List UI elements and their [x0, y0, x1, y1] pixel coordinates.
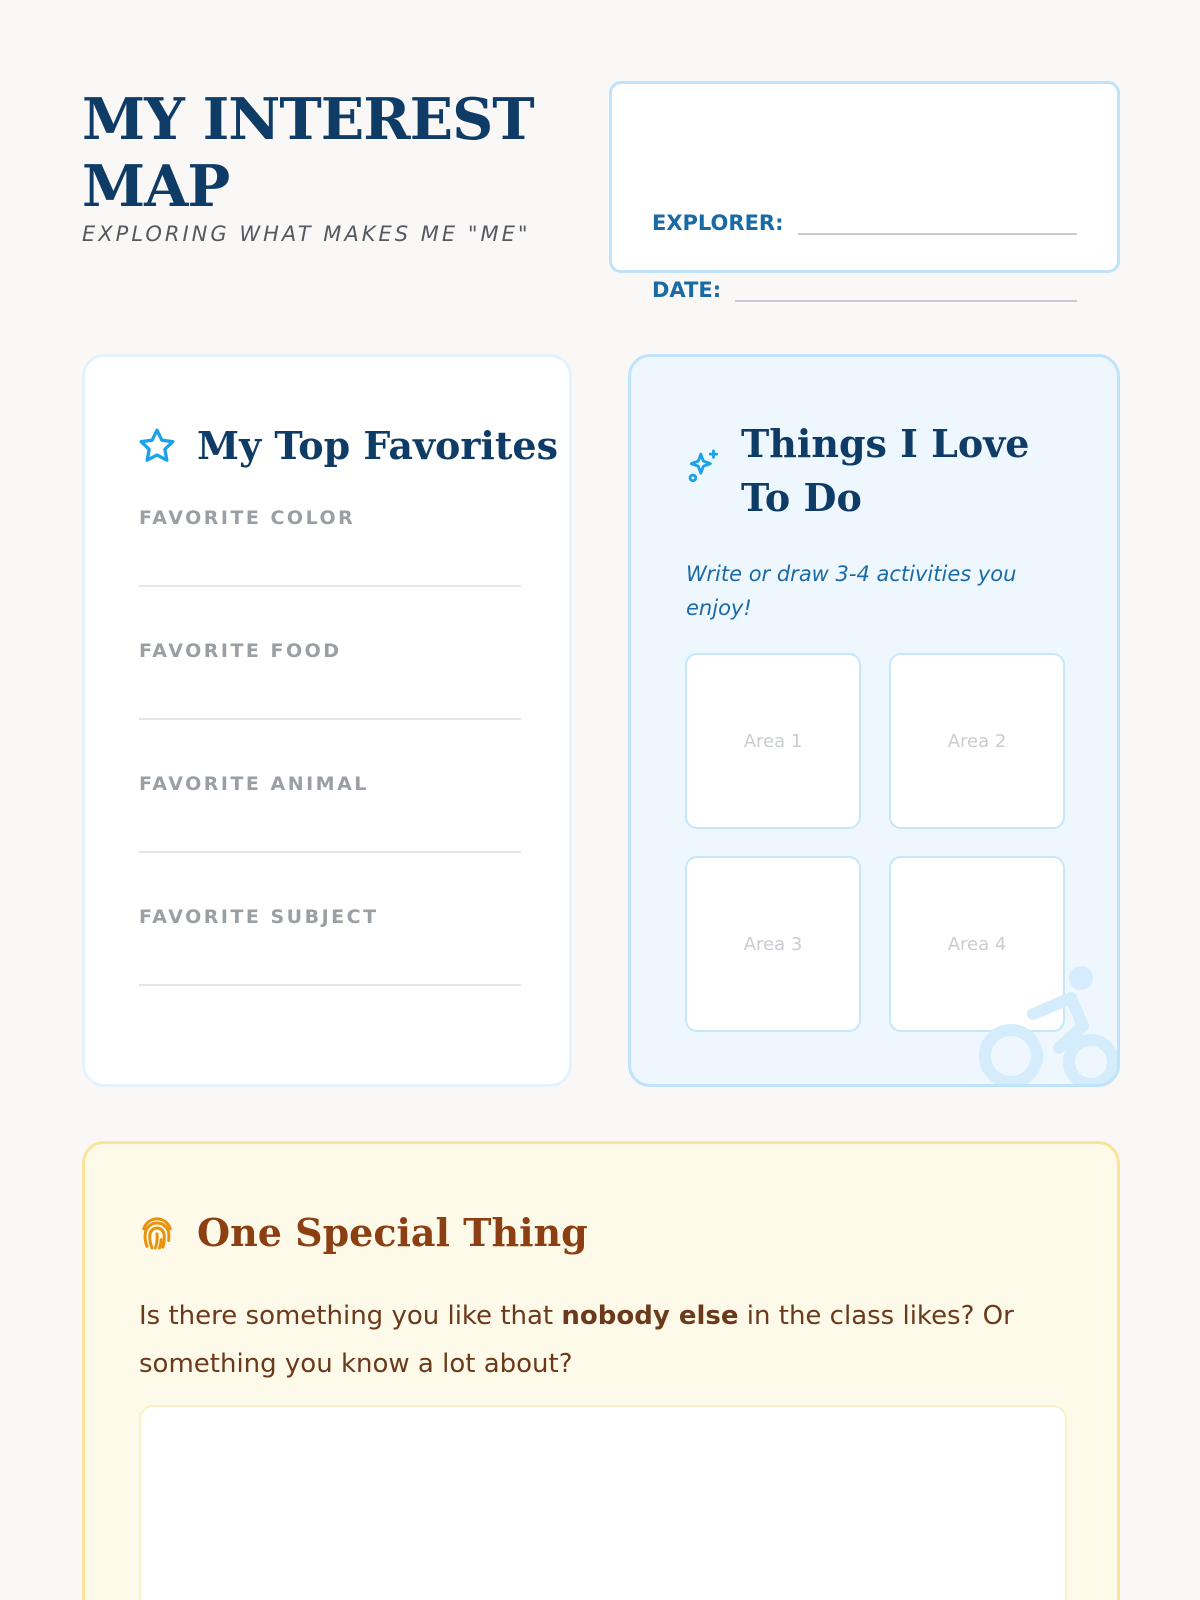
page-subtitle: EXPLORING WHAT MAKES ME "ME": [82, 222, 531, 246]
explorer-label: EXPLORER:: [652, 211, 784, 235]
special-thing-header: [137, 1206, 588, 1260]
prompt-text-end: in the class likes? Or something you know a lot about?: [139, 1301, 1014, 1379]
favorite-food-line: [139, 718, 521, 720]
sparkles-icon: [685, 447, 723, 485]
special-thing-answer-box[interactable]: [139, 1405, 1067, 1600]
activities-title: Things I Love To Do: [741, 421, 1030, 520]
special-thing-card: [82, 1141, 1120, 1600]
favorites-header: [137, 419, 558, 473]
activity-area-1[interactable]: Area 1: [685, 653, 861, 829]
activities-instruction: Write or draw 3-4 activities you enjoy!: [686, 562, 1017, 620]
favorites-title: My Top Favorites: [197, 423, 558, 468]
date-row: [652, 278, 1077, 302]
explorer-row: [652, 211, 1077, 235]
activity-area-3[interactable]: Area 3: [685, 856, 861, 1032]
bicycle-icon: [973, 964, 1120, 1087]
special-thing-prompt: [139, 1292, 1069, 1388]
explorer-input-line[interactable]: [798, 215, 1078, 235]
favorite-color-line: [139, 585, 521, 587]
favorite-food-field[interactable]: [139, 640, 521, 662]
date-label: DATE:: [652, 278, 722, 302]
favorite-subject-line: [139, 984, 521, 986]
activities-header: [685, 417, 1071, 525]
favorite-color-field[interactable]: [139, 507, 521, 529]
prompt-text-start: Is there something you like that: [139, 1301, 562, 1331]
favorite-animal-line: [139, 851, 521, 853]
special-thing-title: One Special Thing: [197, 1210, 588, 1255]
explorer-info-card: [609, 81, 1120, 302]
favorite-food-label: FAVORITE FOOD: [139, 640, 342, 662]
fingerprint-icon: [137, 1213, 177, 1253]
date-input-line[interactable]: [735, 282, 1077, 302]
activity-area-2[interactable]: Area 2: [889, 653, 1065, 829]
favorite-color-label: FAVORITE COLOR: [139, 507, 356, 529]
page-title: MY INTEREST MAP: [82, 86, 534, 220]
favorite-animal-label: FAVORITE ANIMAL: [139, 773, 369, 795]
activities-card: [628, 354, 1120, 1087]
activity-area-4[interactable]: Area 4: [889, 856, 1065, 1032]
favorite-subject-label: FAVORITE SUBJECT: [139, 906, 379, 928]
prompt-text-emphasis: nobody else: [561, 1301, 739, 1331]
favorite-subject-field[interactable]: [139, 906, 521, 928]
favorites-card: [82, 354, 572, 1087]
favorite-animal-field[interactable]: [139, 773, 521, 795]
star-icon: [137, 426, 177, 466]
